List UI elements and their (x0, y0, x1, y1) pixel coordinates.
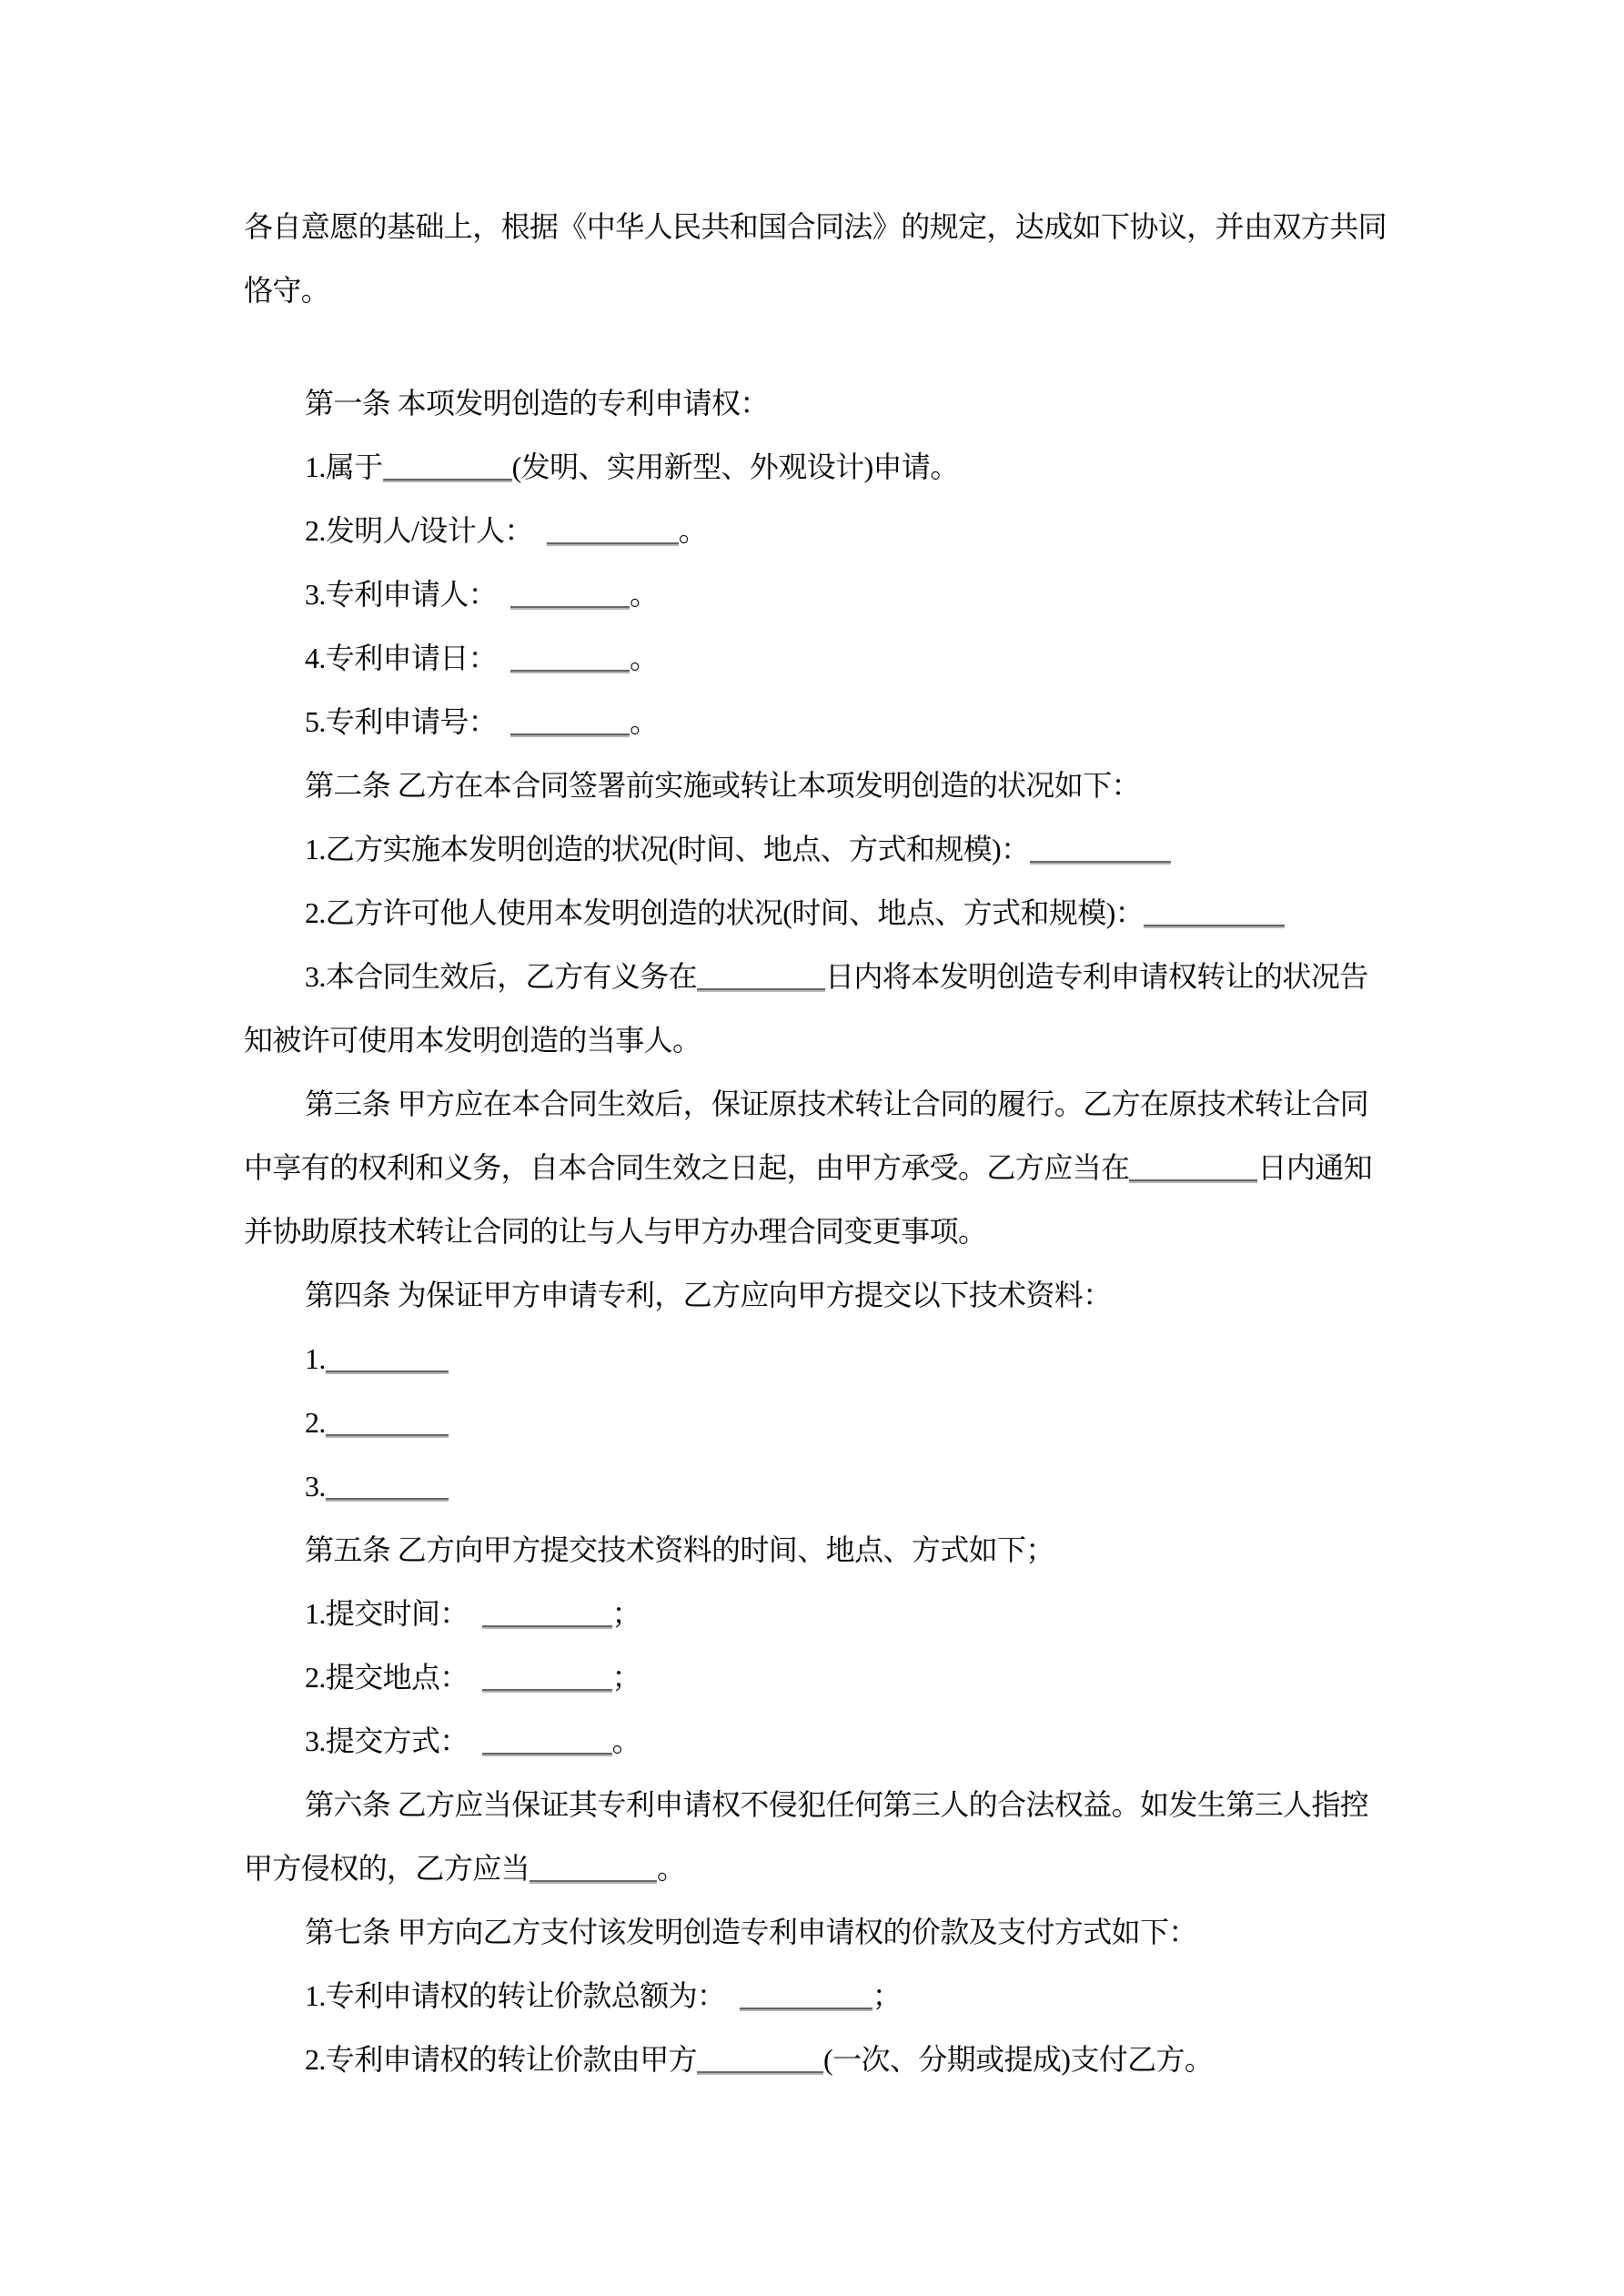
text-line (244, 1645, 1417, 1709)
text-run: 各自意愿的基础上，根据《中华人民共和国合同法》的规定，达成如下协议，并由双方共同 (244, 210, 1387, 243)
text-run: 。 (678, 514, 708, 547)
text-run: 5.专利申请号： (305, 705, 511, 738)
text-line (244, 1582, 1417, 1645)
text-run: 1.属于 (305, 450, 383, 483)
fill-in-blank-underline (482, 1725, 612, 1755)
text-run: 并协助原技术转让合同的让与人与甲方办理合同变更事项。 (244, 1215, 987, 1248)
text-line (244, 945, 1417, 1008)
fill-in-blank-underline (1129, 1152, 1257, 1181)
text-run: 2.发明人/设计人： (305, 514, 547, 547)
fill-in-blank-underline (326, 1471, 449, 1500)
fill-in-blank-underline (1144, 897, 1285, 926)
text-run: 第六条 乙方应当保证其专利申请权不侵犯任何第三人的合法权益。如发生第三人指控 (305, 1788, 1369, 1821)
text-line (244, 1391, 1417, 1454)
contract-body (244, 195, 1417, 2091)
text-run: 知被许可使用本发明创造的当事人。 (244, 1024, 701, 1057)
text-line (244, 1008, 1417, 1072)
text-line (244, 499, 1417, 562)
text-run: 。 (630, 705, 659, 738)
text-run: 第三条 甲方应在本合同生效后，保证原技术转让合同的履行。乙方在原技术转让合同 (305, 1087, 1369, 1120)
text-run: 。 (630, 578, 659, 611)
text-run: 2.提交地点： (305, 1661, 482, 1694)
text-line (244, 690, 1417, 754)
text-line (244, 371, 1417, 435)
text-line (244, 562, 1417, 626)
text-line (244, 1072, 1417, 1136)
text-run: 2.乙方许可他人使用本发明创造的状况(时间、地点、方式和规模)： (305, 896, 1145, 929)
text-line (244, 195, 1417, 258)
text-run: 2.专利申请权的转让价款由甲方 (305, 2043, 698, 2076)
text-run: 。 (657, 1852, 686, 1885)
fill-in-blank-underline (510, 579, 630, 608)
text-run: ； (611, 1661, 641, 1694)
text-line (244, 435, 1417, 499)
text-run: 第五条 乙方向甲方提交技术资料的时间、地点、方式如下； (305, 1533, 1054, 1566)
text-line (244, 1518, 1417, 1582)
fill-in-blank-underline (697, 2044, 823, 2073)
text-run: 。 (611, 1725, 641, 1757)
fill-in-blank-underline (383, 451, 512, 480)
text-line (244, 1709, 1417, 1773)
text-line (244, 881, 1417, 945)
fill-in-blank-underline (510, 706, 630, 735)
text-line (244, 1263, 1417, 1327)
text-line (244, 626, 1417, 690)
text-line (244, 1964, 1417, 2028)
fill-in-blank-underline (482, 1662, 612, 1691)
text-run: 1.乙方实施本发明创造的状况(时间、地点、方式和规模)： (305, 833, 1030, 865)
text-line (244, 1900, 1417, 1964)
text-run: 3.本合同生效后，乙方有义务在 (305, 960, 698, 993)
text-line (244, 754, 1417, 817)
fill-in-blank-underline (510, 642, 630, 672)
fill-in-blank-underline (697, 961, 825, 990)
fill-in-blank-underline (326, 1407, 449, 1436)
text-line (244, 1199, 1417, 1263)
text-run: 中享有的权利和义务，自本合同生效之日起，由甲方承受。乙方应当在 (244, 1151, 1130, 1184)
text-run: 3. (305, 1470, 326, 1502)
text-run: (一次、分期或提成)支付乙方。 (823, 2043, 1214, 2076)
text-run: 恪守。 (244, 274, 330, 307)
text-run: 第一条 本项发明创造的专利申请权： (305, 387, 769, 420)
text-line (244, 817, 1417, 881)
text-run: 1. (305, 1342, 326, 1375)
text-run: 4.专利申请日： (305, 642, 511, 674)
text-run: 。 (630, 642, 659, 674)
text-run: 3.提交方式： (305, 1725, 482, 1757)
text-line (244, 2028, 1417, 2091)
text-run: ； (872, 1979, 902, 2012)
fill-in-blank-underline (1030, 834, 1171, 863)
fill-in-blank-underline (740, 1980, 873, 2009)
text-run: ； (611, 1597, 641, 1630)
text-line (244, 1773, 1417, 1836)
text-run: 甲方侵权的，乙方应当 (244, 1852, 530, 1885)
fill-in-blank-underline (530, 1853, 657, 1882)
text-run: (发明、实用新型、外观设计)申请。 (511, 450, 959, 483)
fill-in-blank-underline (547, 515, 679, 544)
text-run: 第四条 为保证甲方申请专利，乙方应向甲方提交以下技术资料： (305, 1279, 1112, 1311)
text-line (244, 1327, 1417, 1391)
text-line (244, 1136, 1417, 1199)
text-run: 2. (305, 1406, 326, 1439)
text-run: 1.专利申请权的转让价款总额为： (305, 1979, 740, 2012)
text-run: 3.专利申请人： (305, 578, 511, 611)
fill-in-blank-underline (482, 1598, 612, 1627)
text-run: 第二条 乙方在本合同签署前实施或转让本项发明创造的状况如下： (305, 769, 1141, 802)
text-line (244, 1454, 1417, 1518)
text-run: 1.提交时间： (305, 1597, 482, 1630)
text-run: 日内将本发明创造专利申请权转让的状况告 (825, 960, 1368, 993)
text-run: 日内通知 (1257, 1151, 1373, 1184)
text-run: 第七条 甲方向乙方支付该发明创造专利申请权的价款及支付方式如下： (305, 1916, 1197, 1948)
text-line (244, 258, 1417, 322)
fill-in-blank-underline (326, 1343, 449, 1372)
text-line (244, 1836, 1417, 1900)
